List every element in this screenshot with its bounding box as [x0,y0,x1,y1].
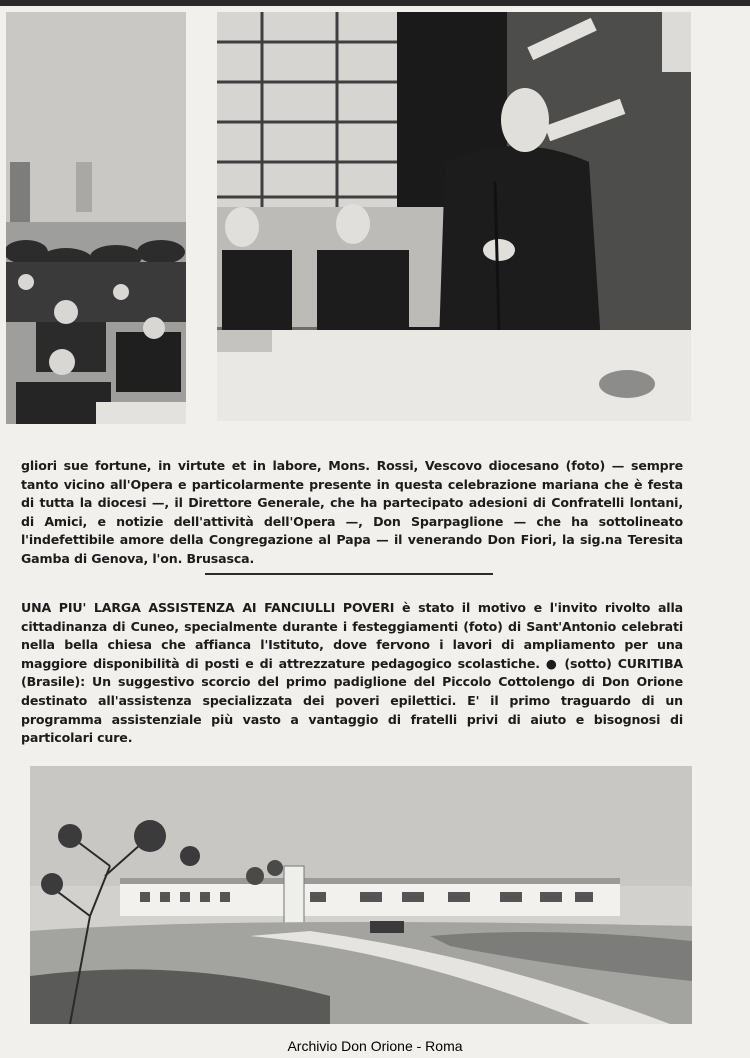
photo-bishop-speaking [217,12,691,421]
archive-label: Archivio Don Orione - Roma [287,1038,463,1054]
caption-2-text: è stato il motivo e l'invito rivolto alla cittadinanza di Cuneo, specialmente durante i festeggiamenti (foto) di Sant'Antonio celebrati nella bella chiesa che affianca l'Istituto, dove fervono i lavori di ampliamento per una maggiore disponibilità di posti e di attrezzature pedagogico scolastiche. ● (sotto) CURITIBA (Brasile): Un suggestivo scorcio del primo padiglione del Piccolo Cottolengo di Don Orione destinato all'assistenza specializzata dei poveri epilettici. E' il primo traguardo di un programma assistenziale più vasto a vantaggio di fratelli privi di aiuto e bisognosi di particolari cure. [21,600,683,746]
photo-assembly-crowd [6,12,186,424]
caption-1-text: gliori sue fortune, in virtute et in labore, Mons. Rossi, Vescovo diocesano (foto) — sempre tanto vicino all'Opera e particolarmente presente in questa celebrazione mariana che è festa di tutta la diocesi —, il Direttore Generale, che ha partecipato adesioni di Confratelli lontani, di Amici, e notizie dell'attività dell'Opera —, Don Sparpaglione — che ha sottolineato l'indefettibile amore della Congregazione al Papa — il venerando Don Fiori, la sig.na Teresita Gamba di Genova, l'on. Brusasca. [21,458,683,566]
caption-bishop-celebration [21,457,683,569]
caption-2-headline: UNA PIU' LARGA ASSISTENZA AI FANCIULLI POVERI [21,600,395,615]
separator-rule [205,573,493,575]
caption-assistance [21,599,683,748]
top-border [0,0,750,6]
photo-curitiba-building [30,766,692,1024]
archive-footer [0,1038,750,1054]
